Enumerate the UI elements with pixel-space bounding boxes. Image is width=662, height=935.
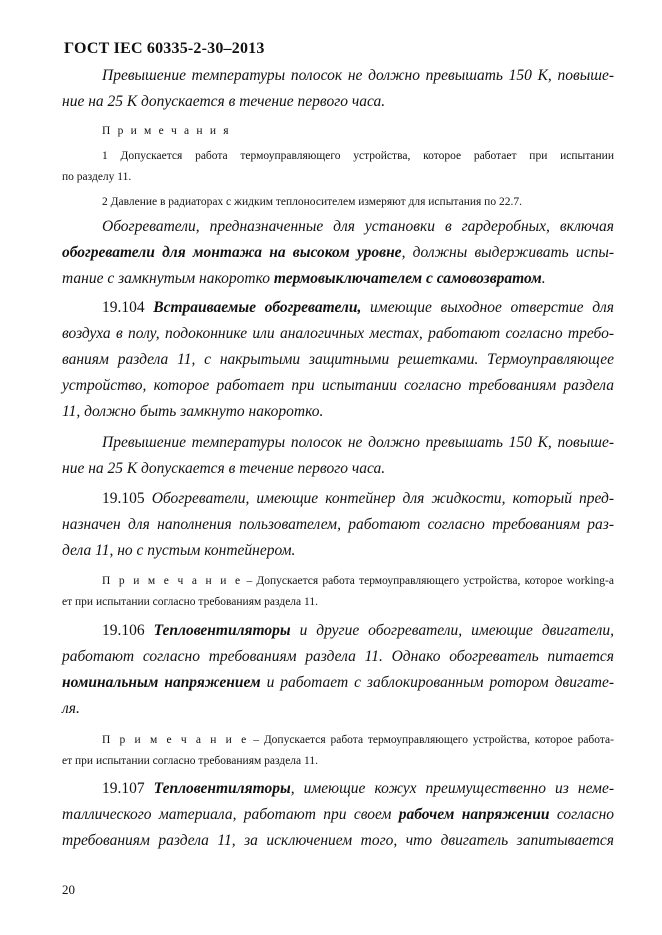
text-line: ля. — [62, 700, 80, 717]
clause-number: 19.106 — [102, 622, 145, 639]
text-line: работают согласно требованиям раздела 11. Однако обогреватель питается — [62, 648, 614, 665]
text-line: обогреватели для монтажа на высоком уровне, должны выдерживать испы- — [62, 244, 614, 261]
note-19-106 — [62, 734, 614, 767]
note-label: П р и м е ч а н и е — [102, 734, 249, 746]
note-1 — [62, 150, 614, 183]
text-line: П р и м е ч а н и е – Допускается работа термоуправляющего устройства, которое working-a — [102, 575, 614, 587]
paragraph-wardrobe-heaters — [62, 218, 614, 288]
text-line: по разделу 11. — [62, 171, 132, 183]
text-line: П р и м е ч а н и е – Допускается работа термоуправляющего устройства, которое работа- — [102, 734, 614, 746]
paragraph-temperature-2 — [62, 434, 614, 478]
text-line: дела 11, но с пустым контейнером. — [62, 542, 296, 559]
clause-19-105 — [62, 490, 614, 560]
document-header: ГОСТ IEC 60335-2-30–2013 — [64, 40, 265, 57]
clause-number: 19.107 — [102, 780, 145, 797]
text-line: Превышение температуры полосок не должно превышать 150 К, повыше- — [102, 67, 614, 84]
note-label: П р и м е ч а н и е — [102, 575, 243, 587]
text-line: ваниям раздела 11, с накрытыми защитными решетками. Термоуправляющее — [62, 351, 614, 368]
text-line: ние на 25 К допускается в течение первого часа. — [62, 93, 386, 110]
text-line: тание с замкнутым накоротко термовыключателем с самовозвратом. — [62, 270, 546, 287]
text-line: устройство, которое работает при испытании согласно требованиям раздела — [62, 377, 614, 394]
clause-19-104 — [62, 299, 614, 421]
term-bold: термовыключателем с самовозвратом — [273, 270, 542, 287]
text-line: таллического материала, работают при своем рабочем напряжении согласно — [62, 806, 615, 823]
text-line: ет при испытании согласно требованиям раздела 11. — [62, 755, 318, 767]
term-bold: Тепловентиляторы — [153, 780, 291, 797]
text-line: 2 Давление в радиаторах с жидким теплоносителем измеряют для испытания по 22.7. — [102, 196, 522, 208]
note-2 — [62, 196, 614, 208]
text-line: воздуха в полу, подоконнике или аналогичных местах, работают согласно требо- — [62, 325, 614, 342]
term-bold: рабочем напряжении — [398, 806, 550, 823]
text-line: 19.104 Встраиваемые обогреватели, имеющие выходное отверстие для — [102, 299, 615, 316]
notes-label: П р и м е ч а н и я — [102, 125, 231, 137]
paragraph-temperature-1 — [62, 67, 614, 111]
text-line: 19.105 Обогреватели, имеющие контейнер для жидкости, который пред- — [102, 490, 614, 507]
clause-19-107 — [62, 780, 614, 850]
clause-number: 19.104 — [102, 299, 145, 316]
text-line: 19.107 Тепловентиляторы, имеющие кожух преимущественно из неме- — [102, 780, 614, 797]
text-line: 1 Допускается работа термоуправляющего устройства, которое работает при испытании — [102, 150, 614, 162]
term-bold: обогреватели для монтажа на высоком уровне — [62, 244, 402, 261]
text-line: назначен для наполнения пользователем, работают согласно требованиям раз- — [62, 516, 614, 533]
note-19-105 — [62, 575, 614, 608]
text-line: 11, должно быть замкнуто накоротко. — [62, 403, 324, 420]
text-line: Обогреватели, предназначенные для установки в гардеробных, включая — [102, 218, 614, 235]
text-line: ет при испытании согласно требованиям раздела 11. — [62, 596, 318, 608]
text-line: требованиям раздела 11, за исключением того, что двигатель запитывается — [62, 832, 614, 849]
clause-19-106 — [62, 622, 614, 718]
term-bold: номинальным напряжением — [62, 674, 261, 691]
page-number: 20 — [62, 882, 75, 897]
term-bold: Тепловентиляторы — [153, 622, 291, 639]
clause-number: 19.105 — [102, 490, 145, 507]
term-bold: Встраиваемые обогреватели, — [153, 299, 362, 316]
text-line: 19.106 Тепловентиляторы и другие обогреватели, имеющие двигатели, — [102, 622, 615, 639]
text-line: номинальным напряжением и работает с заблокированным ротором двигате- — [62, 674, 614, 691]
text-line: ние на 25 К допускается в течение первого часа. — [62, 460, 386, 477]
text-line: Превышение температуры полосок не должно превышать 150 К, повыше- — [102, 434, 614, 451]
notes-heading — [62, 125, 614, 137]
